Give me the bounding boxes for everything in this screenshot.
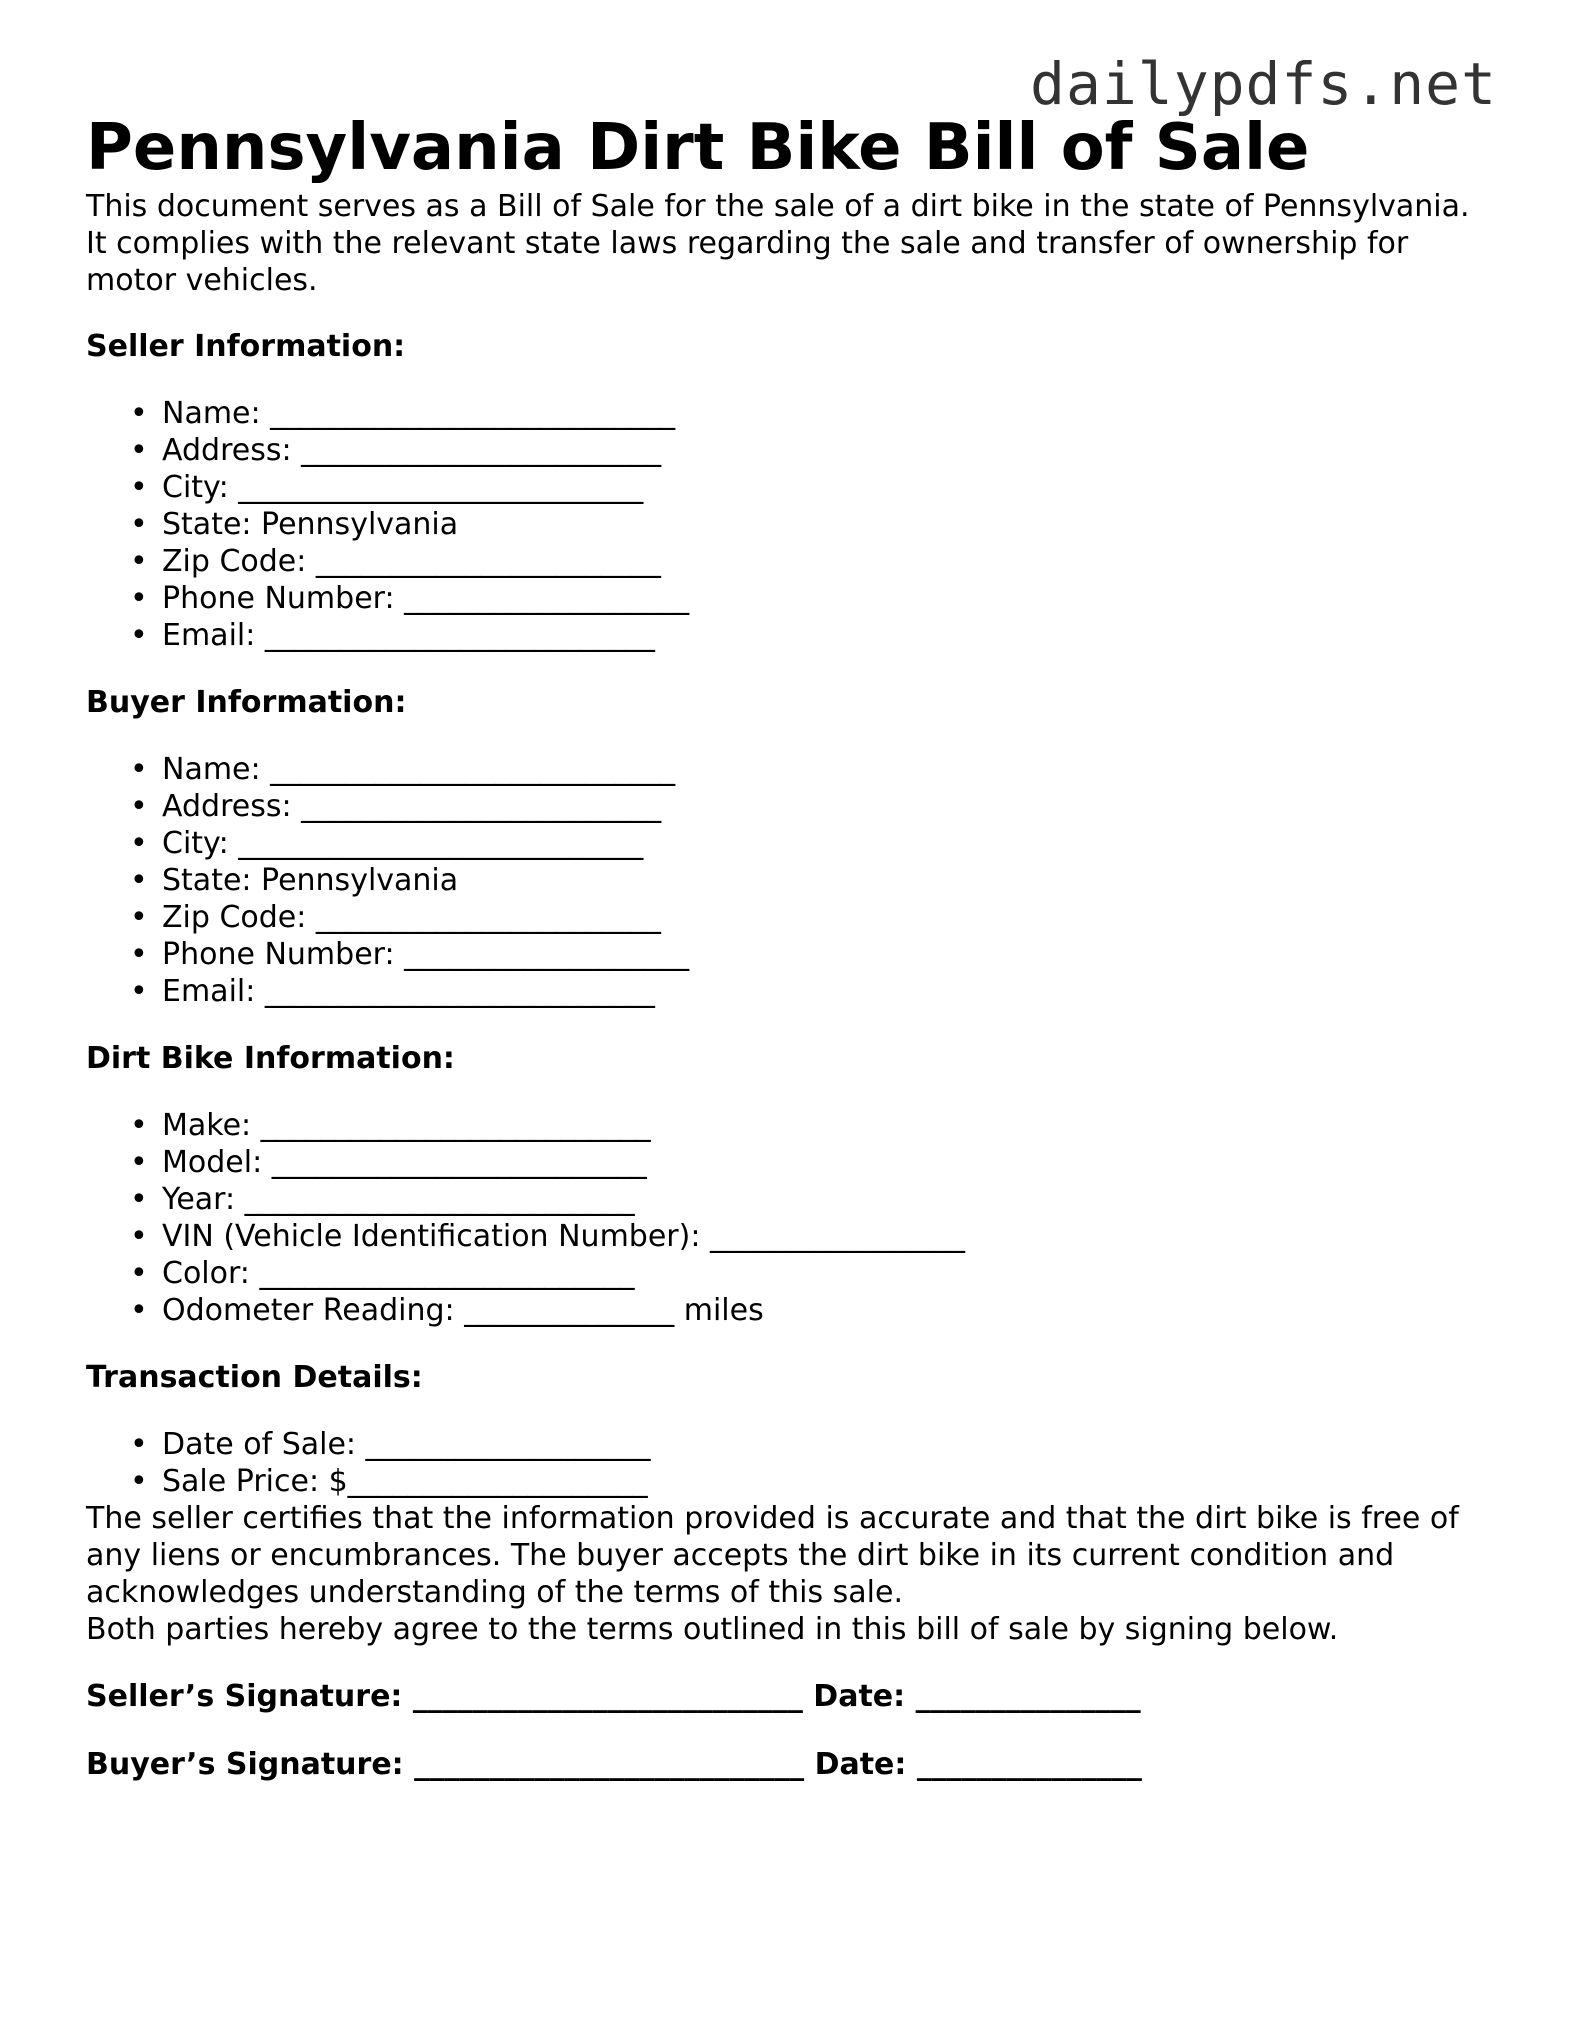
seller-info-list — [86, 395, 1486, 654]
bike-make-field[interactable] — [162, 1107, 1486, 1144]
list-item-text: Odometer Reading: ______________ miles — [162, 1293, 764, 1328]
list-item-text: Email: __________________________ — [162, 618, 655, 653]
list-item-text: Model: _________________________ — [162, 1145, 647, 1180]
list-item-text: Address: ________________________ — [162, 433, 662, 468]
list-item-text: Name: ___________________________ — [162, 396, 676, 431]
document-title: Pennsylvania Dirt Bike Bill of Sale — [86, 111, 1310, 185]
bike-vin-field[interactable] — [162, 1218, 1486, 1255]
bike-model-field[interactable] — [162, 1144, 1486, 1181]
sale-price-field[interactable] — [162, 1463, 1486, 1500]
buyer-signature-line[interactable]: Buyer’s Signature: __________________________ Date: _______________ — [86, 1747, 1142, 1782]
seller-address-field[interactable] — [162, 432, 1486, 469]
list-item-text: City: ___________________________ — [162, 470, 644, 505]
document-page — [86, 108, 1486, 1783]
list-item-text: Name: ___________________________ — [162, 752, 676, 787]
list-item-text: Make: __________________________ — [162, 1108, 651, 1143]
list-item-text: State: Pennsylvania — [162, 863, 459, 898]
seller-phone-field[interactable] — [162, 580, 1486, 617]
buyer-state-item — [162, 862, 1486, 899]
buyer-name-field[interactable] — [162, 751, 1486, 788]
buyer-city-field[interactable] — [162, 825, 1486, 862]
list-item-text: VIN (Vehicle Identification Number): _________________ — [162, 1219, 965, 1254]
list-item-text: Phone Number: ___________________ — [162, 581, 690, 616]
list-item-text: Zip Code: _______________________ — [162, 544, 661, 579]
agreement-paragraph: Both parties hereby agree to the terms outlined in this bill of sale by signing below. — [86, 1612, 1339, 1647]
seller-signature-line[interactable]: Seller’s Signature: __________________________ Date: _______________ — [86, 1679, 1141, 1714]
bike-odometer-field[interactable] — [162, 1292, 1486, 1329]
buyer-info-heading: Buyer Information: — [86, 685, 407, 720]
list-item-text: State: Pennsylvania — [162, 507, 459, 542]
transaction-heading: Transaction Details: — [86, 1360, 423, 1395]
bike-year-field[interactable] — [162, 1181, 1486, 1218]
sale-date-field[interactable] — [162, 1426, 1486, 1463]
buyer-info-list — [86, 751, 1486, 1010]
seller-zip-field[interactable] — [162, 543, 1486, 580]
list-item-text: City: ___________________________ — [162, 826, 644, 861]
buyer-address-field[interactable] — [162, 788, 1486, 825]
certification-paragraph: The seller certifies that the information provided is accurate and that the dirt bike is free of any liens or encumbrances. The buyer accepts the dirt bike in its current condition and acknowledges understanding of the terms of this sale. — [86, 1501, 1459, 1610]
list-item-text: Date of Sale: ___________________ — [162, 1427, 651, 1462]
intro-paragraph: This document serves as a Bill of Sale for the sale of a dirt bike in the state of Pennsylvania. It complies with the relevant state laws regarding the sale and transfer of ownership for motor vehicles. — [86, 189, 1470, 298]
seller-state-item — [162, 506, 1486, 543]
bike-color-field[interactable] — [162, 1255, 1486, 1292]
buyer-zip-field[interactable] — [162, 899, 1486, 936]
list-item-text: Phone Number: ___________________ — [162, 937, 690, 972]
buyer-phone-field[interactable] — [162, 936, 1486, 973]
list-item-text: Address: ________________________ — [162, 789, 662, 824]
list-item-text: Sale Price: $____________________ — [162, 1464, 648, 1499]
buyer-email-field[interactable] — [162, 973, 1486, 1010]
seller-email-field[interactable] — [162, 617, 1486, 654]
seller-city-field[interactable] — [162, 469, 1486, 506]
list-item-text: Email: __________________________ — [162, 974, 655, 1009]
list-item-text: Color: _________________________ — [162, 1256, 635, 1291]
list-item-text: Year: __________________________ — [162, 1182, 635, 1217]
watermark-text: dailypdfs.net — [1030, 50, 1497, 118]
bike-info-heading: Dirt Bike Information: — [86, 1041, 455, 1076]
seller-name-field[interactable] — [162, 395, 1486, 432]
seller-info-heading: Seller Information: — [86, 329, 406, 364]
list-item-text: Zip Code: _______________________ — [162, 900, 661, 935]
bike-info-list — [86, 1107, 1486, 1329]
transaction-list — [86, 1426, 1486, 1500]
